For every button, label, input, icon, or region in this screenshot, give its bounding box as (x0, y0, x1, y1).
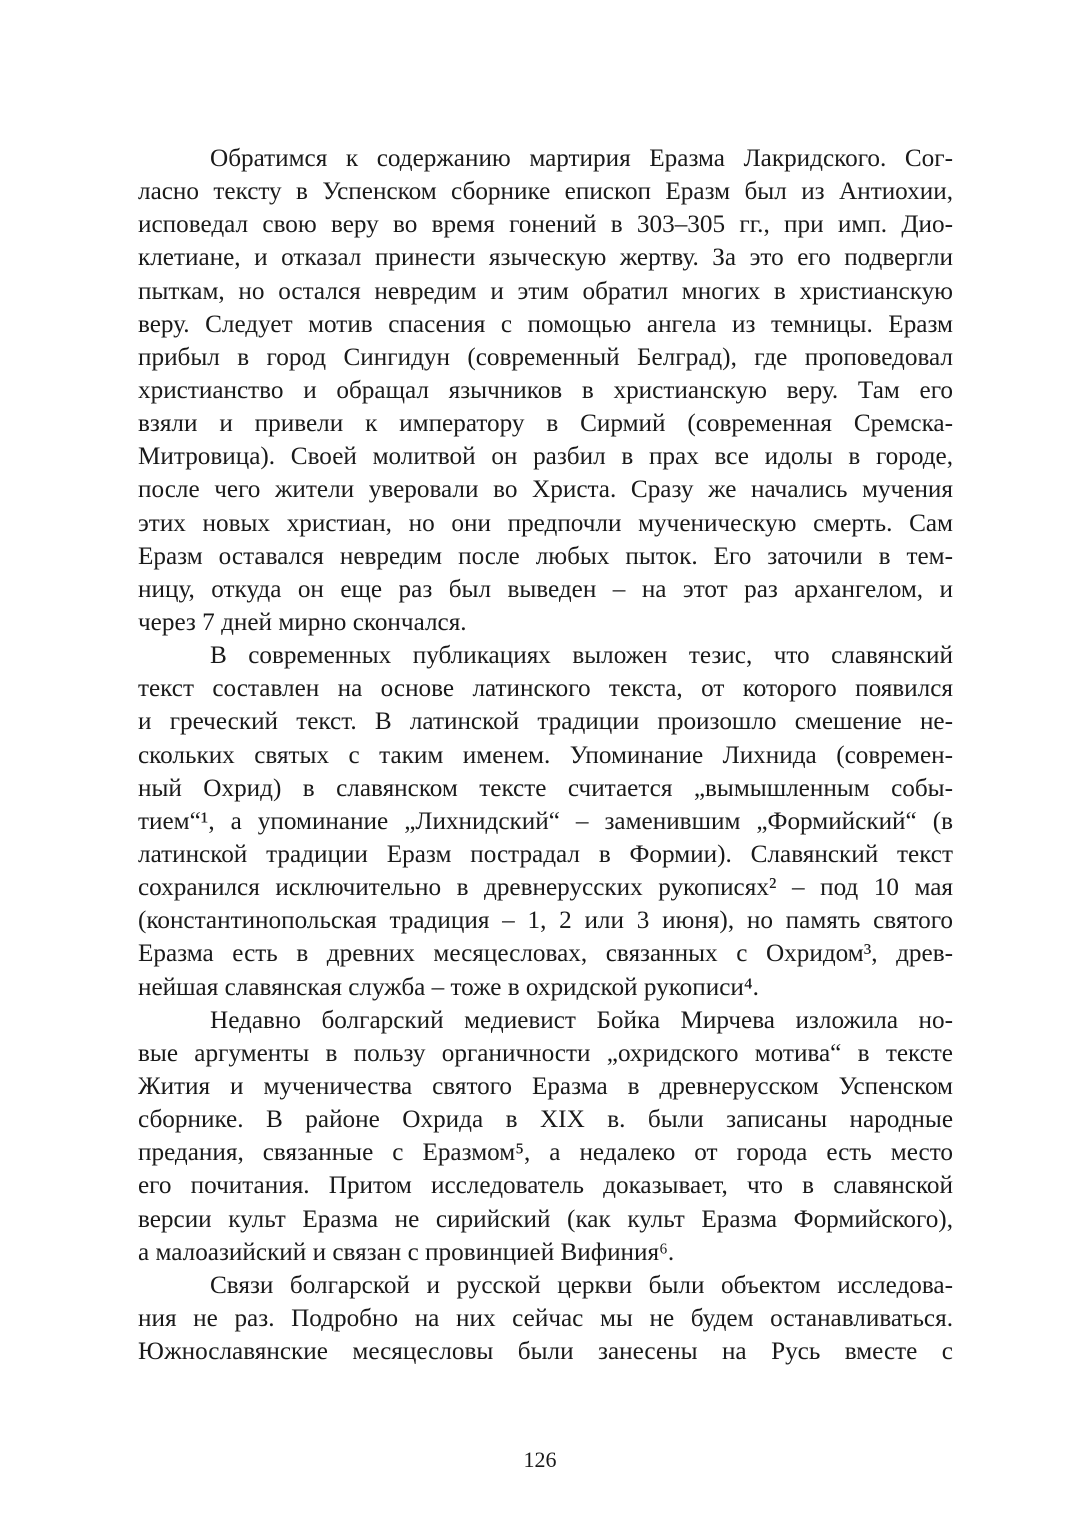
text-line: Еразма есть в древних месяцесловах, связанных с Охридом³, древ- (138, 940, 953, 968)
text-line: ницу, откуда он еще раз был выведен – на этот раз архангелом, и (138, 575, 953, 603)
page-number: 126 (523, 1447, 557, 1472)
text-line: ния не раз. Подробно на них сейчас мы не будем останавливаться. (138, 1304, 953, 1332)
text-line: латинской традиции Еразм пострадал в Формии). Славянский текст (138, 840, 953, 868)
text-line: прибыл в город Сингидун (современный Белград), где проповедовал (138, 343, 953, 371)
text-line: веру. Следует мотив спасения с помощью ангела из темницы. Еразм (138, 310, 953, 338)
text-line: скольких святых с таким именем. Упоминание Лихнида (современ- (138, 741, 953, 769)
text-line: этих новых христиан, но они предпочли мученическую смерть. Сам (138, 509, 953, 537)
text-line: Недавно болгарский медиевист Бойка Мирчева изложила но- (210, 1006, 953, 1034)
text-line: Еразм оставался невредим после любых пыток. Его заточили в тем- (138, 542, 953, 570)
text-line: клетиане, и отказал принести языческую жертву. За это его подвергли (138, 244, 953, 272)
text-line: предания, связанные с Еразмом⁵, а недалеко от города есть место (138, 1139, 953, 1167)
text-line: христианство и обращал язычников в христианскую веру. Там его (138, 376, 953, 404)
text-line: вые аргументы в пользу органичности „охридского мотива“ в тексте (138, 1039, 953, 1067)
text-body (138, 142, 953, 1368)
text-line: Митровица). Своей молитвой он разбил в прах все идолы в городе, (138, 443, 953, 471)
text-line: после чего жители уверовали во Христа. Сразу же начались мучения (138, 476, 953, 504)
text-line: пыткам, но остался невредим и этим обратил многих в христианскую (138, 277, 953, 305)
text-line: (константинопольская традиция – 1, 2 или 3 июня), но память святого (138, 907, 953, 935)
text-line: сборнике. В районе Охрида в XIX в. были записаны народные (138, 1106, 953, 1134)
text-line: и греческий текст. В латинской традиции произошло смешение не- (138, 708, 953, 736)
paragraph-2 (138, 639, 953, 1004)
paragraph-4 (138, 1269, 953, 1368)
paragraph-3 (138, 1004, 953, 1269)
text-line: Южнославянские месяцесловы были занесены на Русь вместе с (138, 1338, 953, 1366)
text-line: взяли и привели к императору в Сирмий (современная Сремска- (138, 410, 953, 438)
text-line: тием“¹, а упоминание „Лихнидский“ – заменившим „Формийский“ (в (138, 807, 953, 835)
text-line: Связи болгарской и русской церкви были объектом исследова- (210, 1271, 953, 1299)
text-line: через 7 дней мирно скончался. (138, 608, 467, 636)
text-line: Жития и мученичества святого Еразма в древнерусском Успенском (138, 1072, 953, 1100)
text-line: нейшая славянская служба – тоже в охридской рукописи⁴. (138, 973, 759, 1001)
text-line: текст составлен на основе латинского текста, от которого появился (138, 675, 953, 703)
text-line: версии культ Еразма не сирийский (как культ Еразма Формийского), (138, 1205, 953, 1233)
text-line: а малоазийский и связан с провинцией Вифиния⁶. (138, 1238, 675, 1266)
text-line: Обратимся к содержанию мартирия Еразма Лакридского. Сог- (210, 145, 953, 172)
paragraph-1 (138, 142, 953, 639)
text-line: сохранился исключительно в древнерусских рукописях² – под 10 мая (138, 874, 953, 902)
text-line: исповедал свою веру во время гонений в 303–305 гг., при имп. Дио- (138, 211, 953, 239)
text-line: ный Охрид) в славянском тексте считается „вымышленным собы- (138, 774, 953, 802)
text-line: В современных публикациях выложен тезис, что славянский (210, 642, 953, 670)
text-line: его почитания. Притом исследователь доказывает, что в славянской (138, 1172, 953, 1200)
text-line: ласно тексту в Успенском сборнике епископ Еразм был из Антиохии, (138, 178, 953, 206)
